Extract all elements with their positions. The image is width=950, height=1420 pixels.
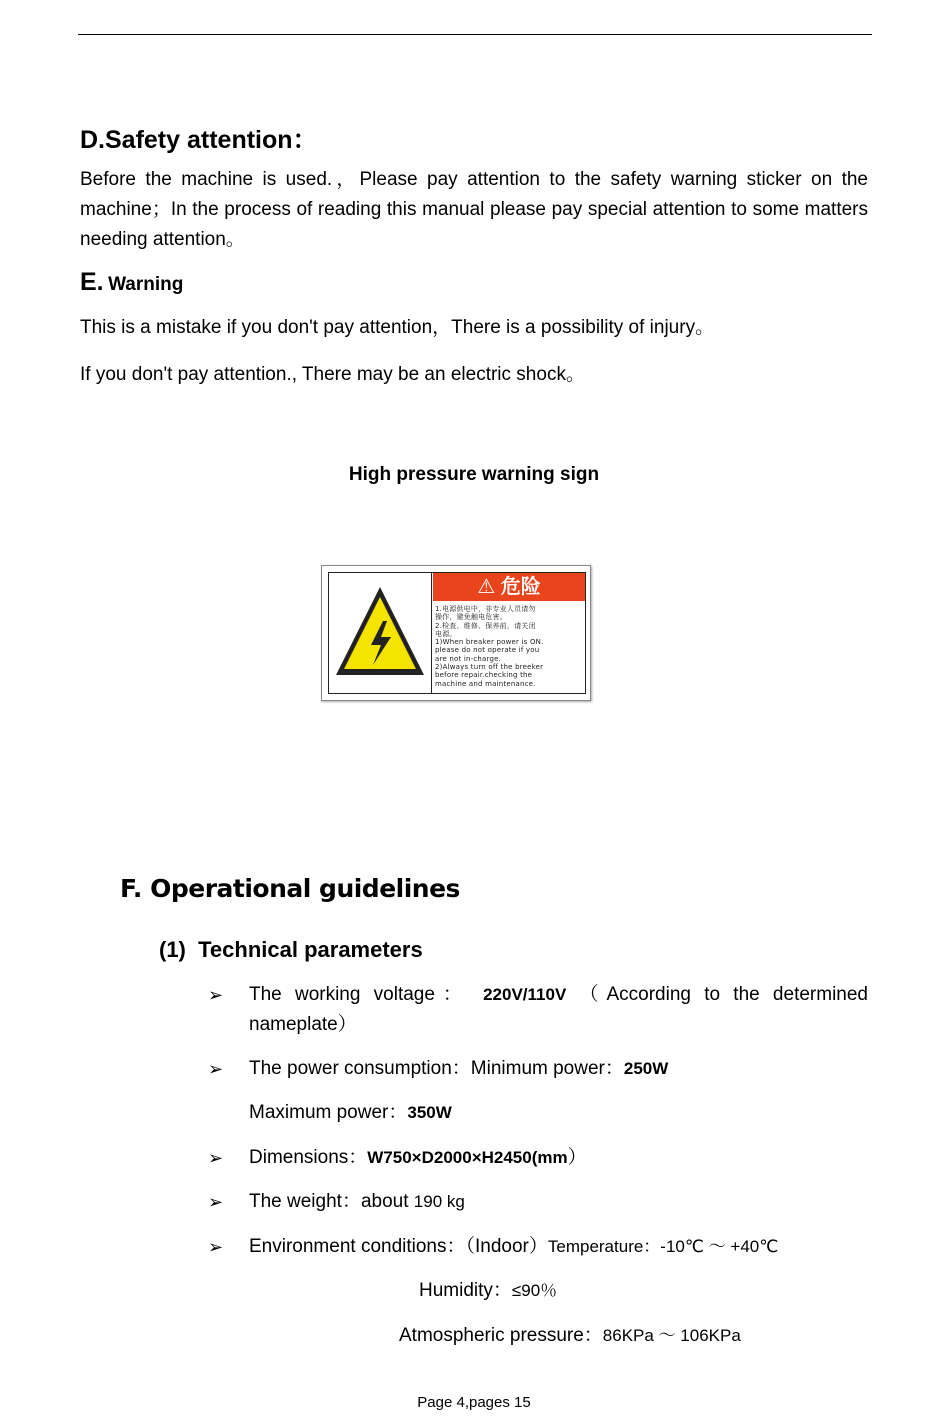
- param-environment: Environment conditions：（Indoor）Temperature：-10℃ ～ +40℃: [249, 1236, 779, 1257]
- param-voltage: The working voltage： 220V/110V （According to the determined nameplate）: [249, 984, 868, 1035]
- page-footer: Page 4,pages 15: [417, 1394, 531, 1411]
- section-e-title: Warning: [108, 274, 184, 295]
- param-power-max: Maximum power：350W: [249, 1102, 452, 1123]
- bullet-icon: ➢: [208, 1237, 224, 1257]
- warning-exclamation-icon: ⚠: [477, 576, 496, 598]
- sign-line: are not in-charge.: [435, 654, 502, 663]
- param-pressure: Atmospheric pressure：86KPa ～ 106KPa: [399, 1325, 741, 1346]
- sign-danger-label: 危险: [500, 576, 541, 598]
- param-power: The power consumption：Minimum power：250W: [249, 1058, 669, 1079]
- sign-line: 1)When breaker power is ON.: [435, 638, 544, 647]
- param-humidity: Humidity：≤90％: [419, 1280, 558, 1301]
- sign-line: 2.检查、维修、保养前，请关闭: [435, 621, 536, 630]
- lightning-triangle-icon: [329, 573, 432, 693]
- section-e-heading: [80, 268, 183, 297]
- sub-title: Technical parameters: [198, 937, 423, 962]
- sign-instructions: [435, 605, 583, 688]
- high-pressure-warning-sign: [321, 565, 591, 701]
- bullet-icon: ➢: [208, 1148, 224, 1168]
- section-d-paragraph: Before the machine is used.，Please pay attention to the safety warning sticker on the machine；In the process of reading this manual please pay special attention to some matters needing attention。: [80, 169, 868, 250]
- section-e-letter: E.: [80, 268, 104, 296]
- section-d-heading: D.Safety attention：: [80, 126, 318, 154]
- bullet-icon: ➢: [208, 1192, 224, 1212]
- sign-danger-header: [433, 573, 585, 601]
- bullet-icon: ➢: [208, 985, 224, 1005]
- bullet-icon: ➢: [208, 1059, 224, 1079]
- sign-line: please do not operate if you: [435, 646, 540, 655]
- top-rule: [78, 34, 872, 35]
- sub-index: (1): [159, 937, 186, 962]
- param-dimensions: Dimensions：W750×D2000×H2450(mm）: [249, 1147, 587, 1168]
- warning-line-injury: This is a mistake if you don't pay attention，There is a possibility of injury。: [80, 317, 715, 338]
- sign-line: 操作，避免触电危害。: [435, 613, 507, 622]
- sign-line: 1.电源供电中，非专业人员请勿: [435, 605, 536, 613]
- sign-line: before repair.checking the: [435, 671, 533, 680]
- sign-title: High pressure warning sign: [348, 464, 600, 485]
- sign-line: 2)Always turn off the breeker: [435, 663, 544, 672]
- section-f-heading: F. Operational guidelines: [120, 874, 460, 903]
- technical-parameters-heading: [159, 937, 423, 963]
- warning-line-shock: If you don't pay attention., There may be an electric shock。: [80, 364, 585, 385]
- param-weight: The weight：about 190 kg: [249, 1191, 465, 1212]
- sign-line: machine and maintenance.: [435, 679, 536, 688]
- sign-line: 电源。: [435, 629, 457, 638]
